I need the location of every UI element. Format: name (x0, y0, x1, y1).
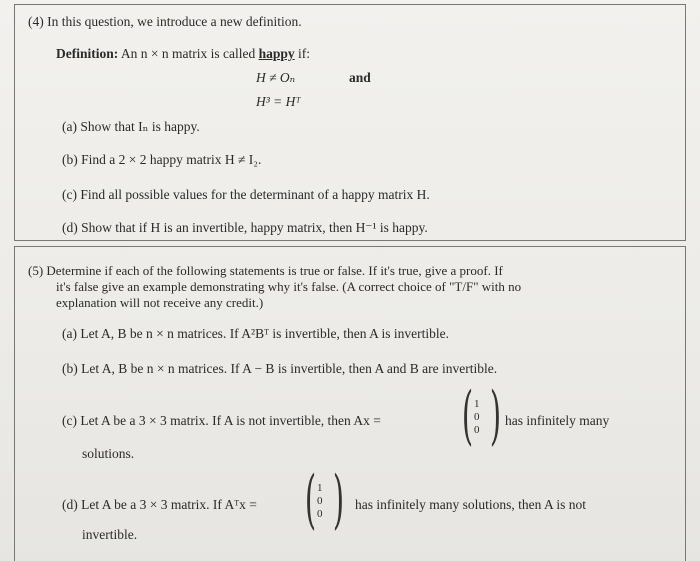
c-vector-entry: 1 (474, 398, 480, 410)
definition-happy: happy (258, 46, 295, 61)
d-left-paren: ( (304, 463, 317, 537)
q5-part-b: (b) Let A, B be n × n matrices. If A − B is invertible, then A and B are invertible. (62, 361, 498, 376)
q4-header: (4) In this question, we introduce a new definition. (28, 14, 302, 29)
d-column-vector (317, 482, 323, 521)
definition-text-b: if: (298, 46, 311, 61)
c-column-vector (474, 398, 480, 437)
c-right-paren: ) (489, 379, 502, 453)
q5-part-c-cont: solutions. (82, 446, 135, 461)
q4-part-d: (d) Show that if H is an invertible, happy matrix, then H⁻¹ is happy. (62, 220, 428, 235)
q5-line-1: (5) Determine if each of the following statements is true or false. If it's true, give a proof. If (28, 263, 503, 278)
q5-line-3: explanation will not receive any credit.) (56, 295, 264, 310)
c-vector-entry: 0 (474, 424, 480, 436)
d-vector-entry: 1 (317, 482, 323, 494)
q5-part-c-post: has infinitely many (505, 413, 610, 428)
c-vector-entry: 0 (474, 411, 480, 423)
condition-2: H³ = Hᵀ (256, 94, 301, 109)
q5-line-2: it's false give an example demonstrating why it's false. (A correct choice of "T/F" with no (56, 279, 522, 294)
q4-part-c: (c) Find all possible values for the determinant of a happy matrix H. (62, 187, 430, 202)
c-left-paren: ( (461, 379, 474, 453)
d-vector-entry: 0 (317, 495, 323, 507)
q5-part-d: (d) Let A be a 3 × 3 matrix. If Aᵀx = (62, 497, 257, 512)
q4-definition (56, 46, 310, 62)
d-right-paren: ) (332, 463, 345, 537)
q4-part-b: (b) Find a 2 × 2 happy matrix H ≠ I₂. (62, 152, 262, 167)
d-vector-entry: 0 (317, 508, 323, 520)
q4-part-a: (a) Show that Iₙ is happy. (62, 119, 200, 134)
q5-part-c: (c) Let A be a 3 × 3 matrix. If A is not invertible, then Ax = (62, 413, 381, 428)
q5-part-d-post: has infinitely many solutions, then A is not (355, 497, 586, 512)
definition-label: Definition: (56, 46, 119, 61)
condition-1: H ≠ Oₙ (256, 70, 296, 85)
condition-and: and (349, 70, 371, 85)
q5-part-a: (a) Let A, B be n × n matrices. If A²Bᵀ is invertible, then A is invertible. (62, 326, 449, 341)
q5-part-d-cont: invertible. (82, 527, 138, 542)
definition-text-a: An n × n matrix is called (120, 46, 256, 61)
